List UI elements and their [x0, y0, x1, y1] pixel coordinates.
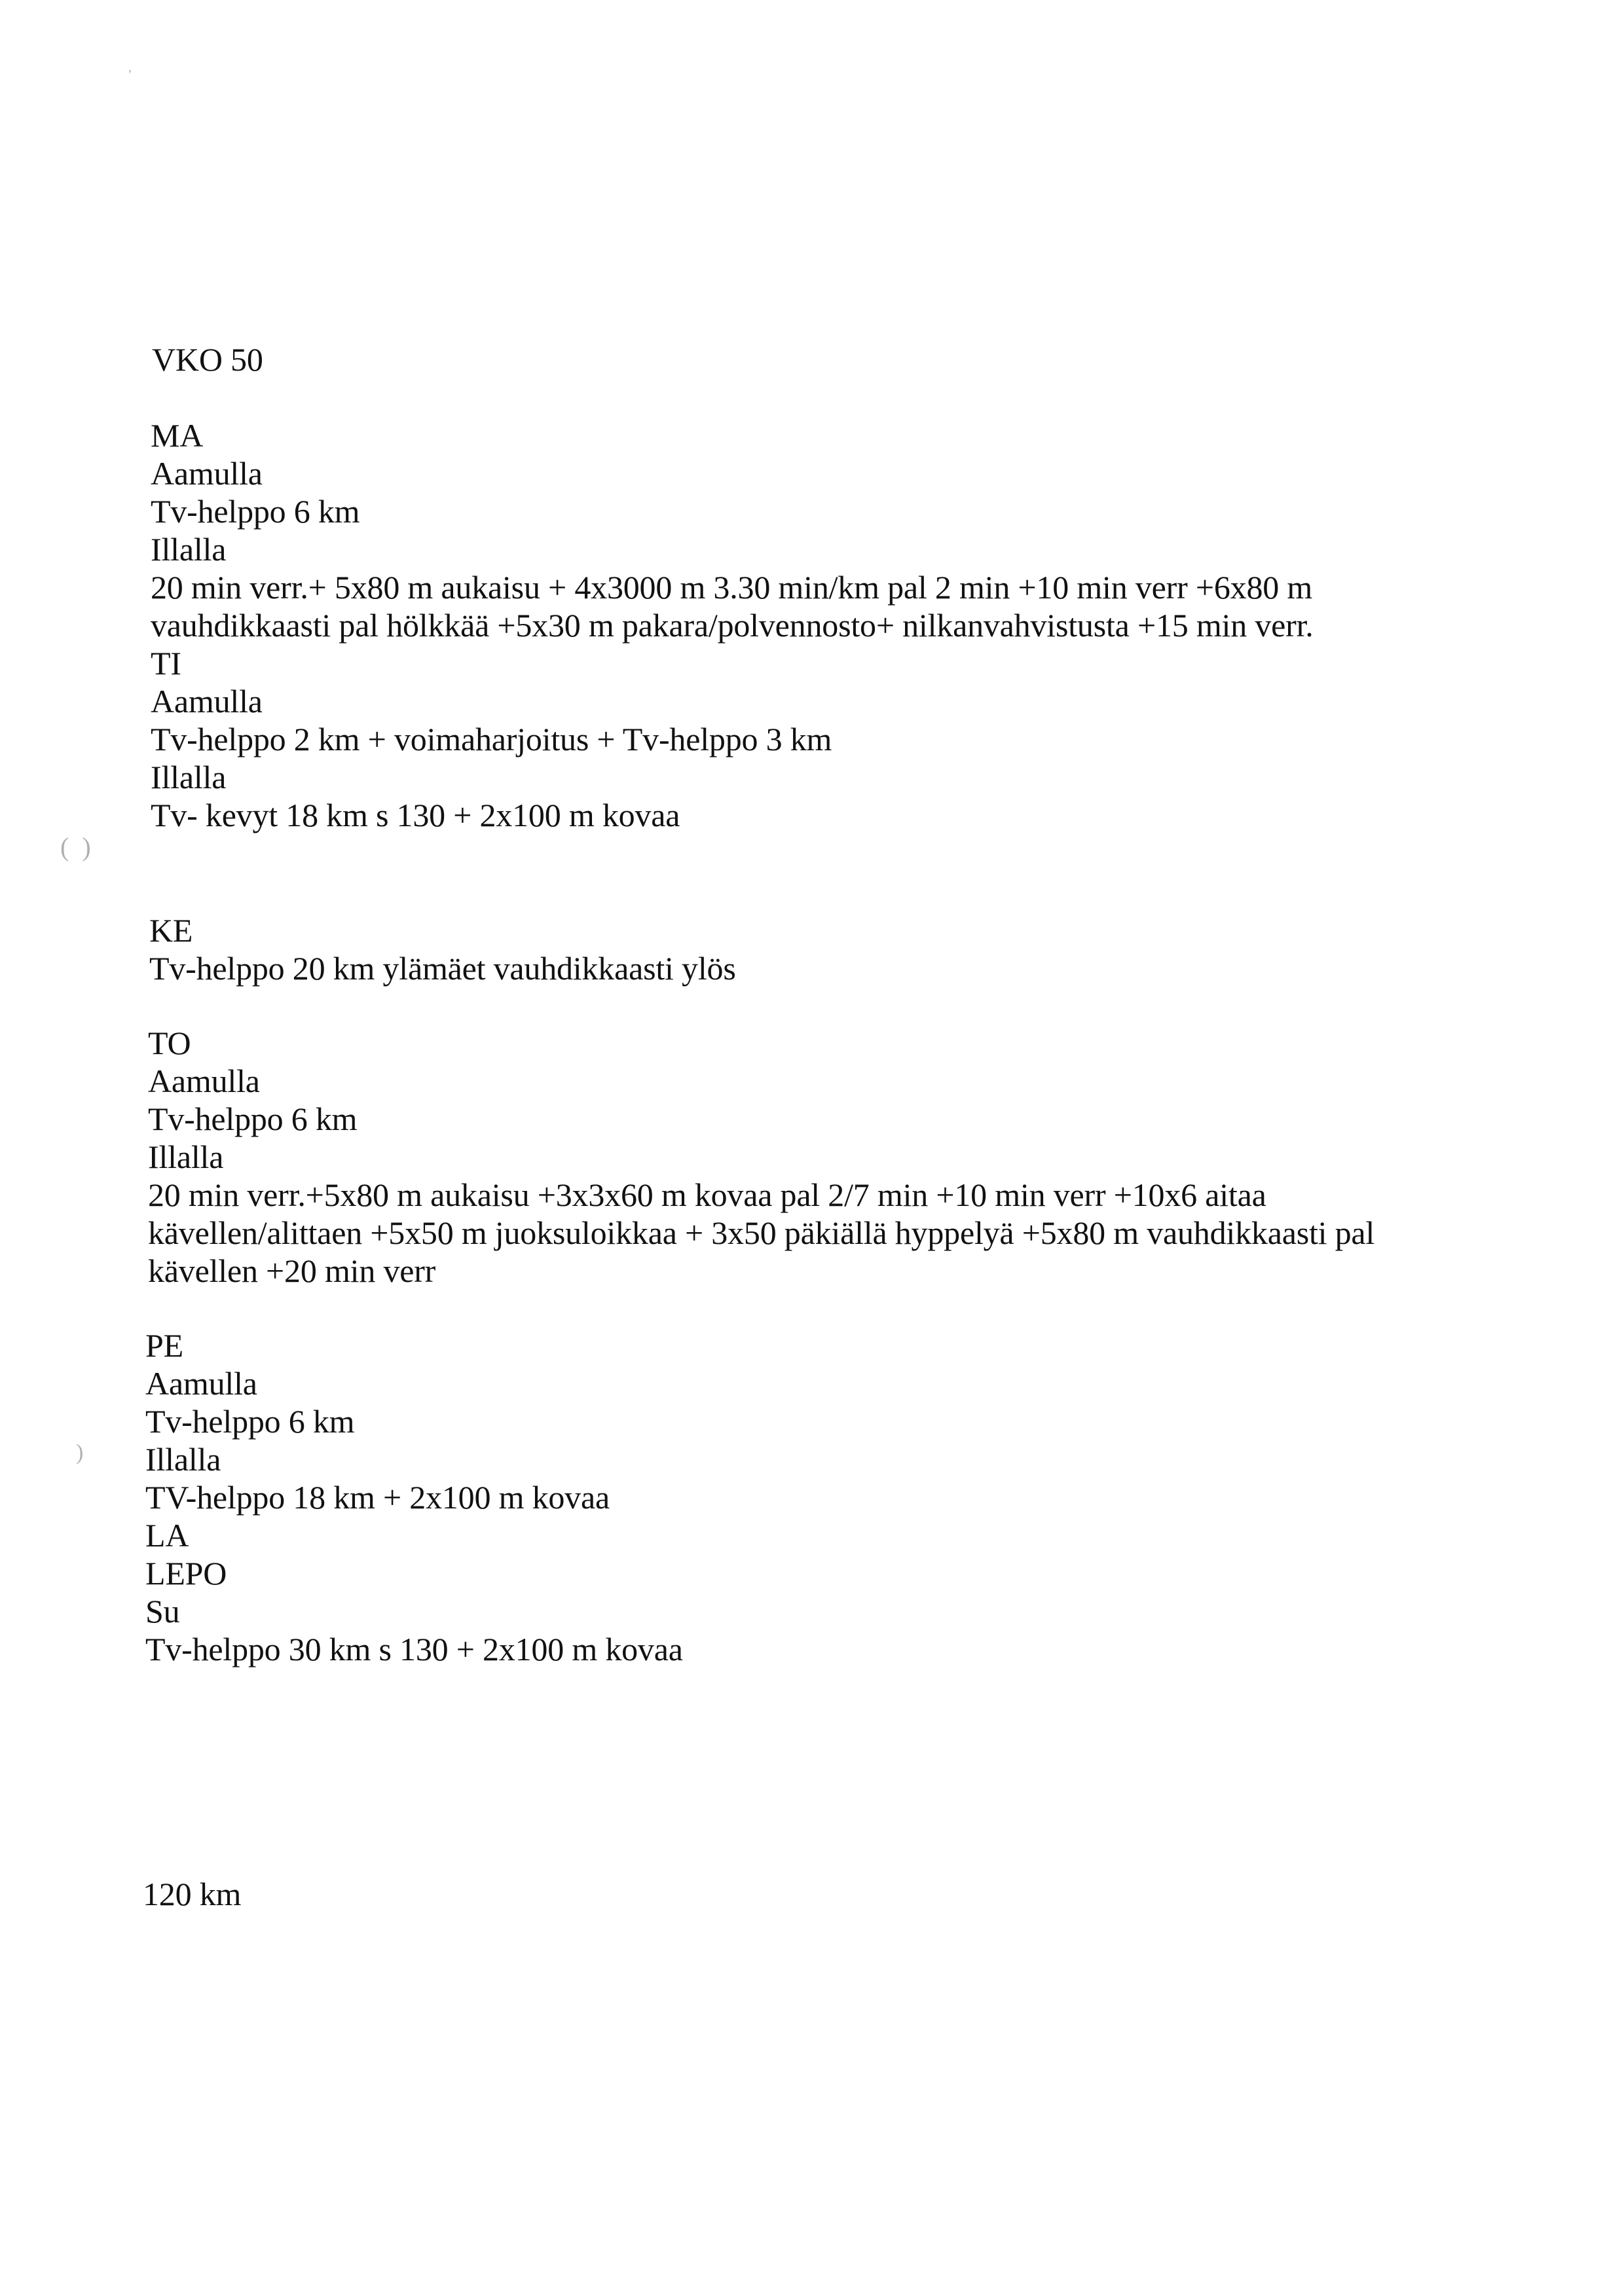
- evening-session-line: 20 min verr.+ 5x80 m aukaisu + 4x3000 m 3.30 min/km pal 2 min +10 min verr +6x80 m: [151, 569, 1313, 606]
- evening-session-line: kävellen +20 min verr: [148, 1252, 436, 1289]
- evening-session: TV-helppo 18 km + 2x100 m kovaa: [145, 1479, 610, 1516]
- morning-session: Tv-helppo 6 km: [145, 1403, 355, 1440]
- evening-session-line: 20 min verr.+5x80 m aukaisu +3x3x60 m kovaa pal 2/7 min +10 min verr +10x6 aitaa: [148, 1176, 1266, 1213]
- day-label-sunday: Su: [145, 1593, 180, 1630]
- weekly-total: 120 km: [143, 1876, 242, 1912]
- scan-speck: ): [76, 1440, 84, 1465]
- day-label-tuesday: TI: [151, 645, 181, 682]
- day-label-wednesday: KE: [149, 912, 193, 949]
- evening-label: Illalla: [145, 1441, 221, 1478]
- morning-session: Tv-helppo 6 km: [151, 493, 360, 530]
- evening-session: Tv- kevyt 18 km s 130 + 2x100 m kovaa: [151, 797, 680, 833]
- day-session: Tv-helppo 30 km s 130 + 2x100 m kovaa: [145, 1631, 683, 1667]
- scan-speck: ( ): [60, 832, 91, 862]
- day-label-saturday: LA: [145, 1517, 189, 1554]
- evening-label: Illalla: [148, 1139, 224, 1175]
- evening-label: Illalla: [151, 531, 227, 568]
- scan-speck: ,: [128, 60, 132, 75]
- day-label-thursday: TO: [148, 1025, 191, 1061]
- morning-label: Aamulla: [151, 683, 263, 720]
- evening-session-line: vauhdikkaasti pal hölkkää +5x30 m pakara/polvennosto+ nilkanvahvistusta +15 min verr.: [151, 607, 1314, 644]
- day-session: LEPO: [145, 1555, 227, 1592]
- week-heading: VKO 50: [152, 341, 263, 378]
- day-session: Tv-helppo 20 km ylämäet vauhdikkaasti ylös: [149, 950, 736, 987]
- morning-session: Tv-helppo 2 km + voimaharjoitus + Tv-helppo 3 km: [151, 721, 832, 757]
- evening-session-line: kävellen/alittaen +5x50 m juoksuloikkaa + 3x50 päkiällä hyppelyä +5x80 m vauhdikkaasti pal: [148, 1214, 1375, 1251]
- morning-label: Aamulla: [145, 1365, 257, 1402]
- morning-session: Tv-helppo 6 km: [148, 1101, 358, 1137]
- morning-label: Aamulla: [151, 455, 263, 492]
- day-label-friday: PE: [145, 1327, 183, 1364]
- evening-label: Illalla: [151, 759, 227, 795]
- day-label-monday: MA: [151, 417, 204, 454]
- morning-label: Aamulla: [148, 1063, 260, 1099]
